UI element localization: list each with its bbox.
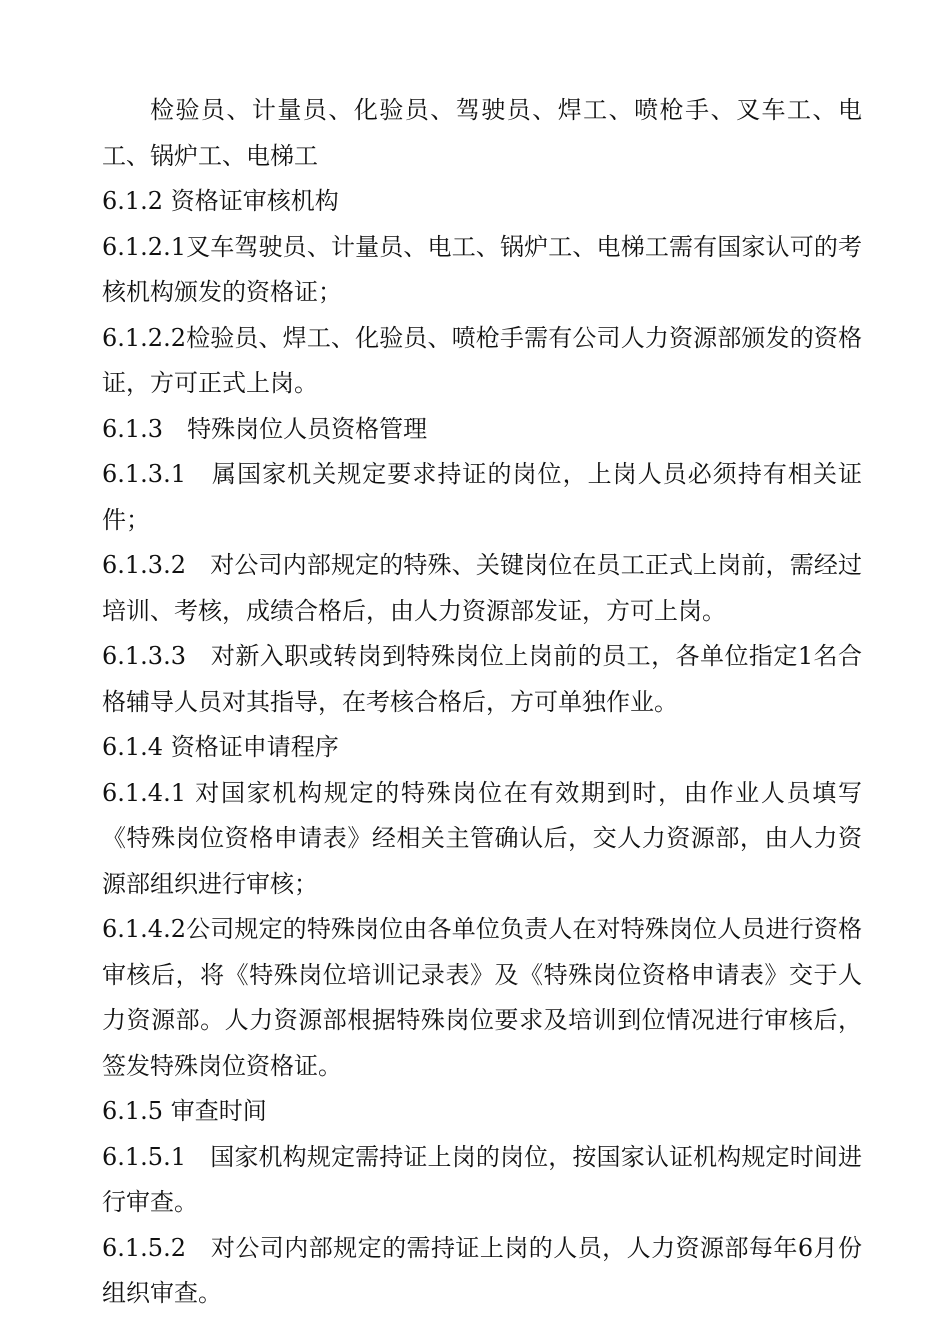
paragraph-6-1-5-2: 6.1.5.2 对公司内部规定的需持证上岗的人员，人力资源部每年6月份组织审查。 bbox=[102, 1233, 862, 1307]
document-body bbox=[102, 88, 862, 1317]
paragraph-6-1-3-2: 6.1.3.2 对公司内部规定的特殊、关键岗位在员工正式上岗前，需经过培训、考核，成绩合格后，由人力资源部发证，方可上岗。 bbox=[102, 551, 862, 625]
heading-6-1-3: 6.1.3 特殊岗位人员资格管理 bbox=[102, 414, 428, 443]
paragraph-6-1-4-2: 6.1.4.2公司规定的特殊岗位由各单位负责人在对特殊岗位人员进行资格审核后，将《特殊岗位培训记录表》及《特殊岗位资格申请表》交于人力资源部。人力资源部根据特殊岗位要求及培训到位情况进行审核后，签发特殊岗位资格证。 bbox=[102, 915, 862, 1080]
paragraph-6-1-3-3: 6.1.3.3 对新入职或转岗到特殊岗位上岗前的员工，各单位指定1名合格辅导人员对其指导，在考核合格后，方可单独作业。 bbox=[102, 642, 862, 716]
heading-6-1-2: 6.1.2 资格证审核机构 bbox=[102, 187, 339, 215]
heading-6-1-5: 6.1.5 审查时间 bbox=[102, 1097, 267, 1125]
paragraph-6-1-2-2: 6.1.2.2检验员、焊工、化验员、喷枪手需有公司人力资源部颁发的资格证，方可正式上岗。 bbox=[102, 323, 862, 397]
paragraph-6-1-3-1: 6.1.3.1 属国家机关规定要求持证的岗位，上岗人员必须持有相关证件； bbox=[102, 460, 862, 534]
paragraph-6-1-5-1: 6.1.5.1 国家机构规定需持证上岗的岗位，按国家认证机构规定时间进行审查。 bbox=[102, 1142, 862, 1216]
paragraph-job-list: 检验员、计量员、化验员、驾驶员、焊工、喷枪手、叉车工、电工、锅炉工、电梯工 bbox=[102, 96, 862, 170]
heading-6-1-4: 6.1.4 资格证申请程序 bbox=[102, 733, 339, 761]
paragraph-6-1-4-1: 6.1.4.1 对国家机构规定的特殊岗位在有效期到时，由作业人员填写《特殊岗位资格申请表》经相关主管确认后，交人力资源部，由人力资源部组织进行审核； bbox=[102, 778, 862, 898]
paragraph-6-1-2-1: 6.1.2.1叉车驾驶员、计量员、电工、锅炉工、电梯工需有国家认可的考核机构颁发的资格证； bbox=[102, 232, 862, 306]
